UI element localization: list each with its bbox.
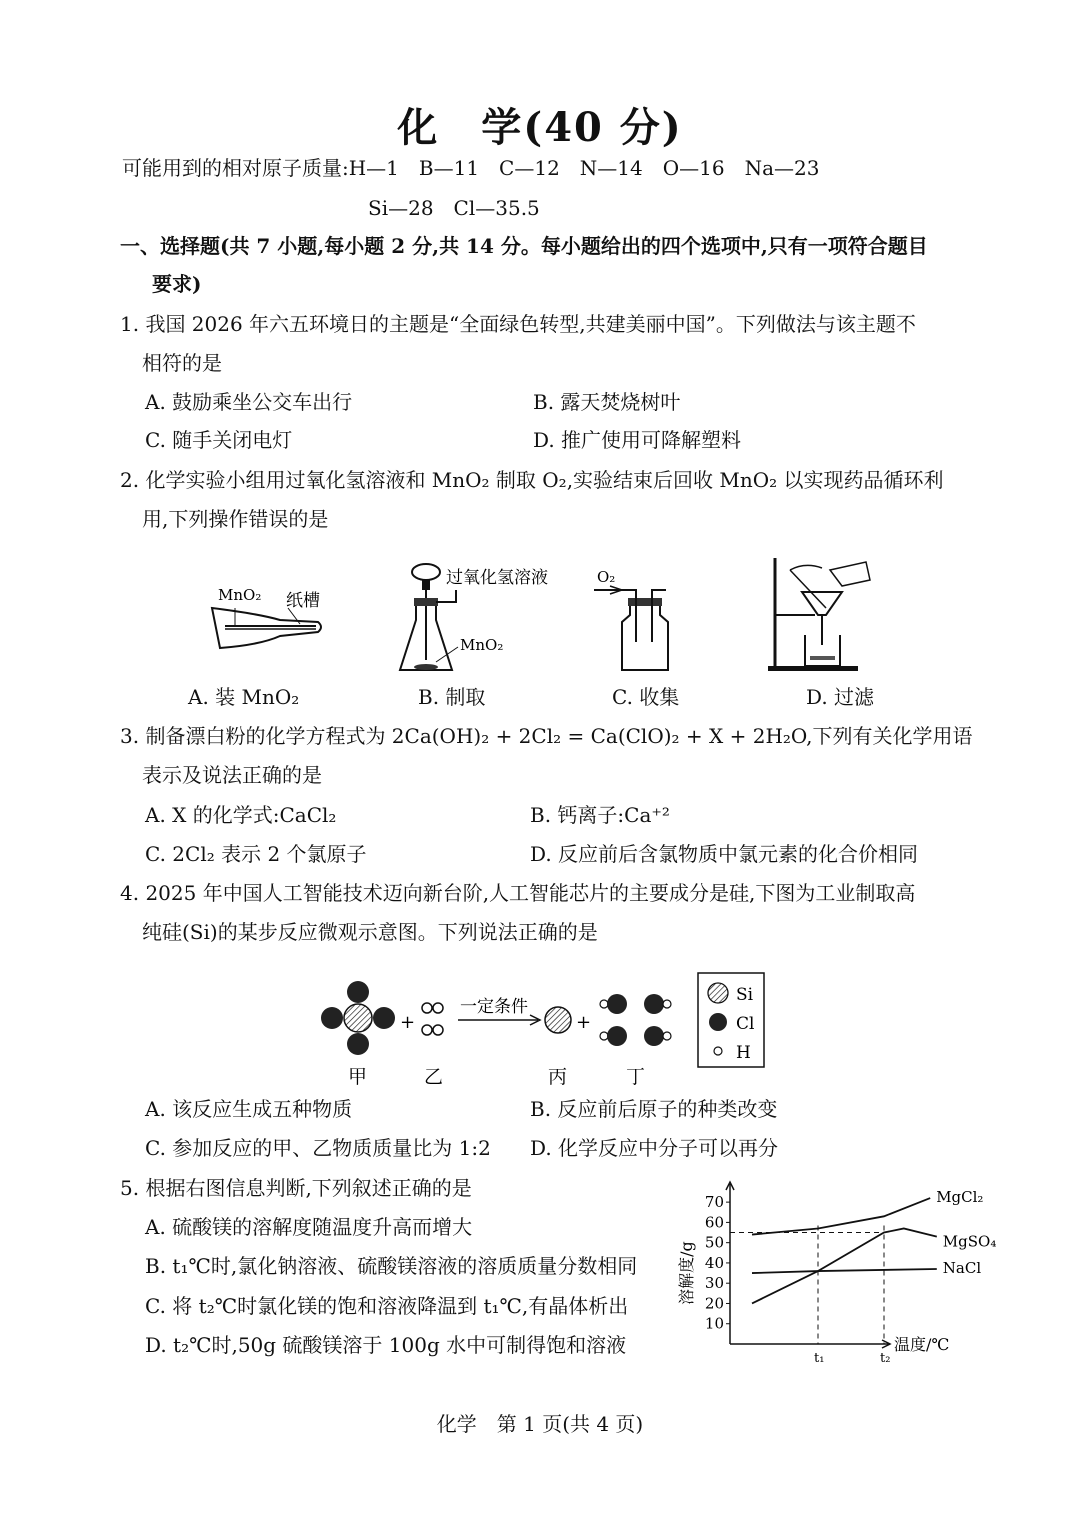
q5-option-c[interactable]: C. 将 t₂℃时氯化镁的饱和溶液降温到 t₁℃,有晶体析出 xyxy=(145,1294,629,1318)
q4-stem-line2: 纯硅(Si)的某步反应微观示意图。下列说法正确的是 xyxy=(142,920,598,944)
q4-option-b[interactable]: B. 反应前后原子的种类改变 xyxy=(530,1097,778,1121)
q1-option-b[interactable]: B. 露天焚烧树叶 xyxy=(533,390,681,414)
label-bing: 丙 xyxy=(548,1066,568,1088)
q5-option-d[interactable]: D. t₂℃时,50g 硫酸镁溶于 100g 水中可制得饱和溶液 xyxy=(145,1333,627,1357)
label-c-o2: O₂ xyxy=(597,568,616,586)
molecule-yi-icon xyxy=(422,1003,443,1035)
q4-stem-line1: 4. 2025 年中国人工智能技术迈向新台阶,人工智能芯片的主要成分是硅,下图为工业制取高 xyxy=(120,881,916,905)
h-atom-icon xyxy=(714,1047,722,1055)
molecule-jia-icon xyxy=(321,981,395,1055)
label-yi: 乙 xyxy=(424,1066,444,1088)
q2-stem-line2: 用,下列操作错误的是 xyxy=(142,507,329,531)
label-jia: 甲 xyxy=(348,1066,368,1088)
section-heading-line1: 一、选择题(共 7 小题,每小题 2 分,共 14 分。每小题给出的四个选项中,只有一项符合题目 xyxy=(120,234,928,258)
label-ding: 丁 xyxy=(626,1066,646,1088)
q2-option-c[interactable]: C. 收集 xyxy=(612,685,680,709)
series-line xyxy=(752,1269,937,1273)
q4-option-d[interactable]: D. 化学反应中分子可以再分 xyxy=(530,1136,779,1160)
series-line xyxy=(752,1228,937,1303)
y-tick-label: 40 xyxy=(704,1253,724,1272)
series-label: MgCl₂ xyxy=(936,1188,984,1207)
plus-sign-1: + xyxy=(400,1012,416,1033)
y-tick-label: 20 xyxy=(704,1294,724,1313)
y-tick-label: 50 xyxy=(704,1233,724,1252)
si-atom-icon xyxy=(708,983,728,1003)
atom-legend xyxy=(698,973,764,1067)
legend-cl-label: Cl xyxy=(736,1014,755,1034)
legend-si-label: Si xyxy=(736,985,754,1005)
q5-option-a[interactable]: A. 硫酸镁的溶解度随温度升高而增大 xyxy=(145,1215,473,1239)
atomic-masses-line1: 可能用到的相对原子质量:H—1 B—11 C—12 N—14 O—16 Na—23 xyxy=(122,156,820,180)
molecule-ding-icon xyxy=(600,994,671,1046)
q2-stem-line1: 2. 化学实验小组用过氧化氢溶液和 MnO₂ 制取 O₂,实验结束后回收 MnO₂ 以实现药品循环利 xyxy=(120,468,944,492)
q1-stem-line1: 1. 我国 2026 年六五环境日的主题是“全面绿色转型,共建美丽中国”。下列做法与该主题不 xyxy=(120,312,916,336)
y-tick-label: 10 xyxy=(704,1314,724,1333)
q2-option-d[interactable]: D. 过滤 xyxy=(806,685,875,709)
x-tick-label: t₂ xyxy=(880,1351,891,1366)
arrow-condition-label: 一定条件 xyxy=(460,997,528,1017)
x-axis-label: 温度/℃ xyxy=(894,1335,950,1354)
x-tick-label: t₁ xyxy=(814,1351,825,1366)
y-tick-label: 60 xyxy=(704,1213,724,1232)
gas-bottle-icon xyxy=(594,568,668,670)
test-tube-apparatus-icon xyxy=(212,586,321,648)
filtration-apparatus-icon xyxy=(768,558,870,671)
q5-stem: 5. 根据右图信息判断,下列叙述正确的是 xyxy=(120,1176,472,1200)
y-tick-label: 30 xyxy=(704,1274,724,1293)
q1-option-d[interactable]: D. 推广使用可降解塑料 xyxy=(533,428,742,452)
q5-option-b[interactable]: B. t₁℃时,氯化钠溶液、硫酸镁溶液的溶质质量分数相同 xyxy=(145,1254,638,1278)
series-label: NaCl xyxy=(942,1259,982,1278)
y-tick-label: 70 xyxy=(704,1193,724,1212)
q3-option-c[interactable]: C. 2Cl₂ 表示 2 个氯原子 xyxy=(145,842,367,866)
q2-option-a[interactable]: A. 装 MnO₂ xyxy=(188,685,300,709)
q1-stem-line2: 相符的是 xyxy=(142,351,222,375)
q4-option-a[interactable]: A. 该反应生成五种物质 xyxy=(145,1097,353,1121)
label-a-trough: 纸槽 xyxy=(286,591,320,611)
conical-flask-icon xyxy=(400,564,548,670)
label-b-h2o2: 过氧化氢溶液 xyxy=(446,568,548,588)
q3-option-b[interactable]: B. 钙离子:Ca⁺² xyxy=(530,803,670,827)
q1-option-a[interactable]: A. 鼓励乘坐公交车出行 xyxy=(145,390,353,414)
q4-reaction-diagram xyxy=(310,970,780,1090)
q3-option-d[interactable]: D. 反应前后含氯物质中氯元素的化合价相同 xyxy=(530,842,919,866)
solubility-chart xyxy=(672,1180,997,1376)
label-a-mno2: MnO₂ xyxy=(218,586,262,604)
legend-h-label: H xyxy=(736,1043,751,1063)
label-b-mno2: MnO₂ xyxy=(460,636,504,654)
plus-sign-2: + xyxy=(576,1012,592,1033)
q1-option-c[interactable]: C. 随手关闭电灯 xyxy=(145,428,293,452)
atomic-masses-line2: Si—28 Cl—35.5 xyxy=(368,196,540,220)
q2-apparatus-figure xyxy=(190,550,890,685)
q3-stem-line2: 表示及说法正确的是 xyxy=(142,763,322,787)
series-label: MgSO₄ xyxy=(942,1232,997,1251)
page-footer: 化学 第 1 页(共 4 页) xyxy=(436,1412,644,1436)
q2-option-b[interactable]: B. 制取 xyxy=(418,685,486,709)
cl-atom-icon xyxy=(709,1013,727,1031)
q3-stem-line1: 3. 制备漂白粉的化学方程式为 2Ca(OH)₂ + 2Cl₂ = Ca(ClO)₂ + X + 2H₂O,下列有关化学用语 xyxy=(120,724,973,748)
q3-option-a[interactable]: A. X 的化学式:CaCl₂ xyxy=(145,803,337,827)
q4-option-c[interactable]: C. 参加反应的甲、乙物质质量比为 1:2 xyxy=(145,1136,491,1160)
y-axis-label: 溶解度/g xyxy=(677,1241,696,1305)
molecule-bing-icon xyxy=(545,1007,571,1033)
page-title: 化 学(40 分) xyxy=(397,104,683,151)
section-heading-line2: 要求) xyxy=(152,272,202,296)
